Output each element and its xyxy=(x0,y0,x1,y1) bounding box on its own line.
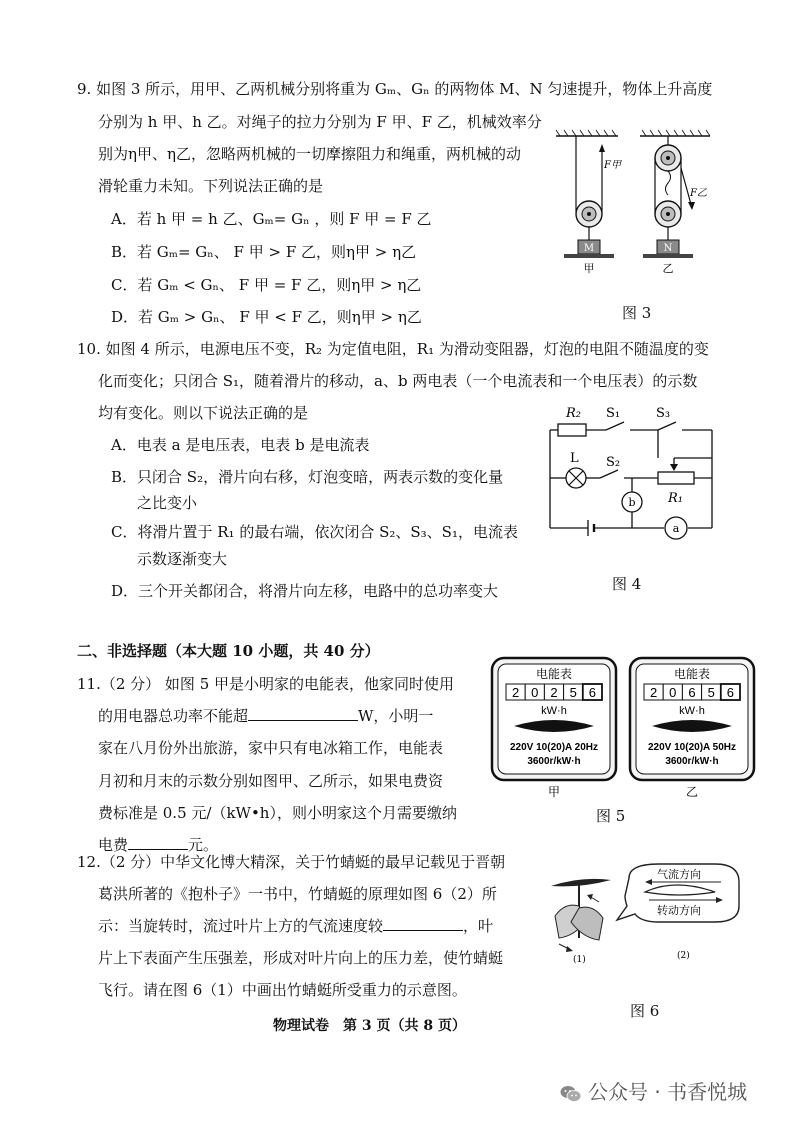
q9-option-c: C．若 Gₘ < Gₙ、 F 甲 = F 乙，则η甲 > η乙 xyxy=(111,276,422,294)
meter-digit: 6 xyxy=(726,685,735,700)
q9-line-1: 9. 如图 3 所示，用甲、乙两机械分别将重为 Gₘ、Gₙ 的两物体 M、N 匀速提升，物体上升高度 xyxy=(77,80,713,98)
figure-6-label-1: (1) xyxy=(573,955,586,965)
q10-option-c-cont: 示数逐渐变大 xyxy=(137,550,228,568)
q9-option-a: A．若 h 甲 = h 乙、Gₘ= Gₙ ，则 F 甲 = F 乙 xyxy=(111,210,432,228)
figure-3-pulleys xyxy=(550,128,720,276)
q11-line-1: 11.（2 分） 如图 5 甲是小明家的电能表，他家同时使用 xyxy=(77,675,455,693)
meter-right-spec-1: 220V 10(20)A 50Hz xyxy=(647,742,737,753)
meter-right-unit: kW·h xyxy=(679,705,705,717)
q10-option-b-cont: 之比变小 xyxy=(137,494,198,512)
q11-line-6-text-a: 电费 xyxy=(98,836,129,854)
meter-b-label: b xyxy=(628,496,636,509)
q9-option-d: D．若 Gₘ > Gₙ、 F 甲 < F 乙，则η甲 > η乙 xyxy=(111,308,422,326)
meter-left-unit: kW·h xyxy=(541,705,567,717)
lamp-label: L xyxy=(570,451,579,466)
block-n-label: N xyxy=(663,243,673,254)
figure-6-rotation-label: 转动方向 xyxy=(657,904,701,917)
figure-5-meters xyxy=(490,656,765,801)
q10-line-3: 均有变化。则以下说法正确的是 xyxy=(98,404,309,422)
s2-label: S₂ xyxy=(606,455,621,470)
figure-4-circuit xyxy=(540,400,725,550)
meter-digit: 0 xyxy=(531,685,539,700)
meter-digit: 6 xyxy=(588,685,597,700)
figure-6-airflow-label: 气流方向 xyxy=(657,868,701,881)
q9-line-4: 滑轮重力未知。下列说法正确的是 xyxy=(98,177,324,195)
q12-line-1: 12.（2 分）中华文化博大精深，关于竹蜻蜓的最早记载见于晋朝 xyxy=(77,853,506,871)
q12-line-3-text-b: ，叶 xyxy=(463,917,494,935)
figure-3-caption: 图 3 xyxy=(622,304,652,322)
q12-line-3-text-a: 示：当旋转时，流过叶片上方的气流速度较 xyxy=(98,917,384,935)
figure-3-label-right: 乙 xyxy=(662,262,674,275)
meter-digit: 0 xyxy=(669,685,677,700)
meter-left-title: 电能表 xyxy=(535,667,573,681)
meter-digit: 2 xyxy=(550,685,558,700)
q12-line-3 xyxy=(98,915,493,937)
q12-line-4: 片上下表面产生压强差，形成对叶片向上的压力差，使竹蜻蜓 xyxy=(98,949,504,967)
r2-label: R₂ xyxy=(566,406,581,421)
watermark xyxy=(560,1076,747,1105)
q10-option-c: C．将滑片置于 R₁ 的最右端，依次闭合 S₂、S₃、S₁，电流表 xyxy=(111,523,518,541)
q11-power-blank[interactable] xyxy=(248,720,358,721)
r1-label: R₁ xyxy=(668,491,683,506)
q11-line-6-text-b: 元。 xyxy=(188,836,219,854)
meter-digit: 5 xyxy=(707,685,715,700)
q10-option-a: A．电表 a 是电压表，电表 b 是电流表 xyxy=(111,436,370,454)
meter-right-spec-2: 3600r/kW·h xyxy=(665,756,719,767)
meter-left-spec-2: 3600r/kW·h xyxy=(527,756,581,767)
q11-line-4: 月初和月末的示数分别如图甲、乙所示，如果电费资 xyxy=(98,772,444,790)
q9-option-b: B．若 Gₘ= Gₙ、 F 甲 > F 乙，则η甲 > η乙 xyxy=(111,243,417,261)
meter-digit: 2 xyxy=(649,685,658,700)
force-left-label: F甲 xyxy=(604,160,621,171)
meter-right-title: 电能表 xyxy=(673,667,711,681)
meter-digit: 2 xyxy=(511,685,520,700)
q10-line-2: 化而变化；只闭合 S₁，随着滑片的移动，a、b 两电表（一个电流表和一个电压表）的示数 xyxy=(98,372,698,390)
s1-label: S₁ xyxy=(606,406,621,421)
block-m-label: M xyxy=(583,243,595,254)
figure-4-caption: 图 4 xyxy=(612,575,642,593)
figure-5-caption: 图 5 xyxy=(596,807,626,825)
force-right-label: F乙 xyxy=(690,188,707,199)
q11-line-2 xyxy=(98,705,433,727)
figure-3-label-left: 甲 xyxy=(583,262,595,275)
meter-digit: 5 xyxy=(569,685,577,700)
q10-line-1: 10. 如图 4 所示，电源电压不变，R₂ 为定值电阻，R₁ 为滑动变阻器，灯泡的电阻不随温度的变 xyxy=(77,340,709,358)
q10-option-b: B．只闭合 S₂，滑片向右移，灯泡变暗，两表示数的变化量 xyxy=(111,468,504,486)
q12-line-5: 飞行。请在图 6（1）中画出竹蜻蜓所受重力的示意图。 xyxy=(98,981,467,999)
figure-6-caption: 图 6 xyxy=(630,1002,660,1020)
q11-line-2-text-a: 的用电器总功率不能超 xyxy=(98,707,249,725)
q12-speed-blank[interactable] xyxy=(383,930,463,931)
q11-line-3: 家在八月份外出旅游，家中只有电冰箱工作，电能表 xyxy=(98,739,444,757)
figure-6-label-2: (2) xyxy=(677,951,690,961)
meter-left-label: 甲 xyxy=(547,785,561,799)
s3-label: S₃ xyxy=(656,406,671,421)
watermark-text: 公众号 · 书香悦城 xyxy=(588,1080,748,1104)
q10-option-d: D．三个开关都闭合，将滑片向左移，电路中的总功率变大 xyxy=(111,582,499,600)
meter-digit: 6 xyxy=(688,685,696,700)
section-2-title: 二、非选择题（本大题 10 小题，共 40 分） xyxy=(77,642,380,660)
figure-6-bamboo-dragonfly xyxy=(545,858,745,968)
meter-a-label: a xyxy=(672,522,680,535)
q9-line-3: 别为η甲、η乙，忽略两机械的一切摩擦阻力和绳重，两机械的动 xyxy=(98,145,521,163)
meter-left-spec-1: 220V 10(20)A 20Hz xyxy=(509,742,599,753)
meter-right-label: 乙 xyxy=(685,785,699,799)
wechat-icon xyxy=(560,1085,582,1103)
q9-line-2: 分别为 h 甲、h 乙。对绳子的拉力分别为 F 甲、F 乙，机械效率分 xyxy=(98,113,542,131)
q11-line-2-text-b: W，小明一 xyxy=(358,707,434,725)
q11-fee-blank[interactable] xyxy=(128,849,188,850)
q12-line-2: 葛洪所著的《抱朴子》一书中，竹蜻蜓的原理如图 6（2）所 xyxy=(98,885,497,903)
page-footer: 物理试卷 第 3 页（共 8 页） xyxy=(273,1018,466,1034)
q11-line-5: 费标准是 0.5 元/（kW•h），则小明家这个月需要缴纳 xyxy=(98,804,457,822)
